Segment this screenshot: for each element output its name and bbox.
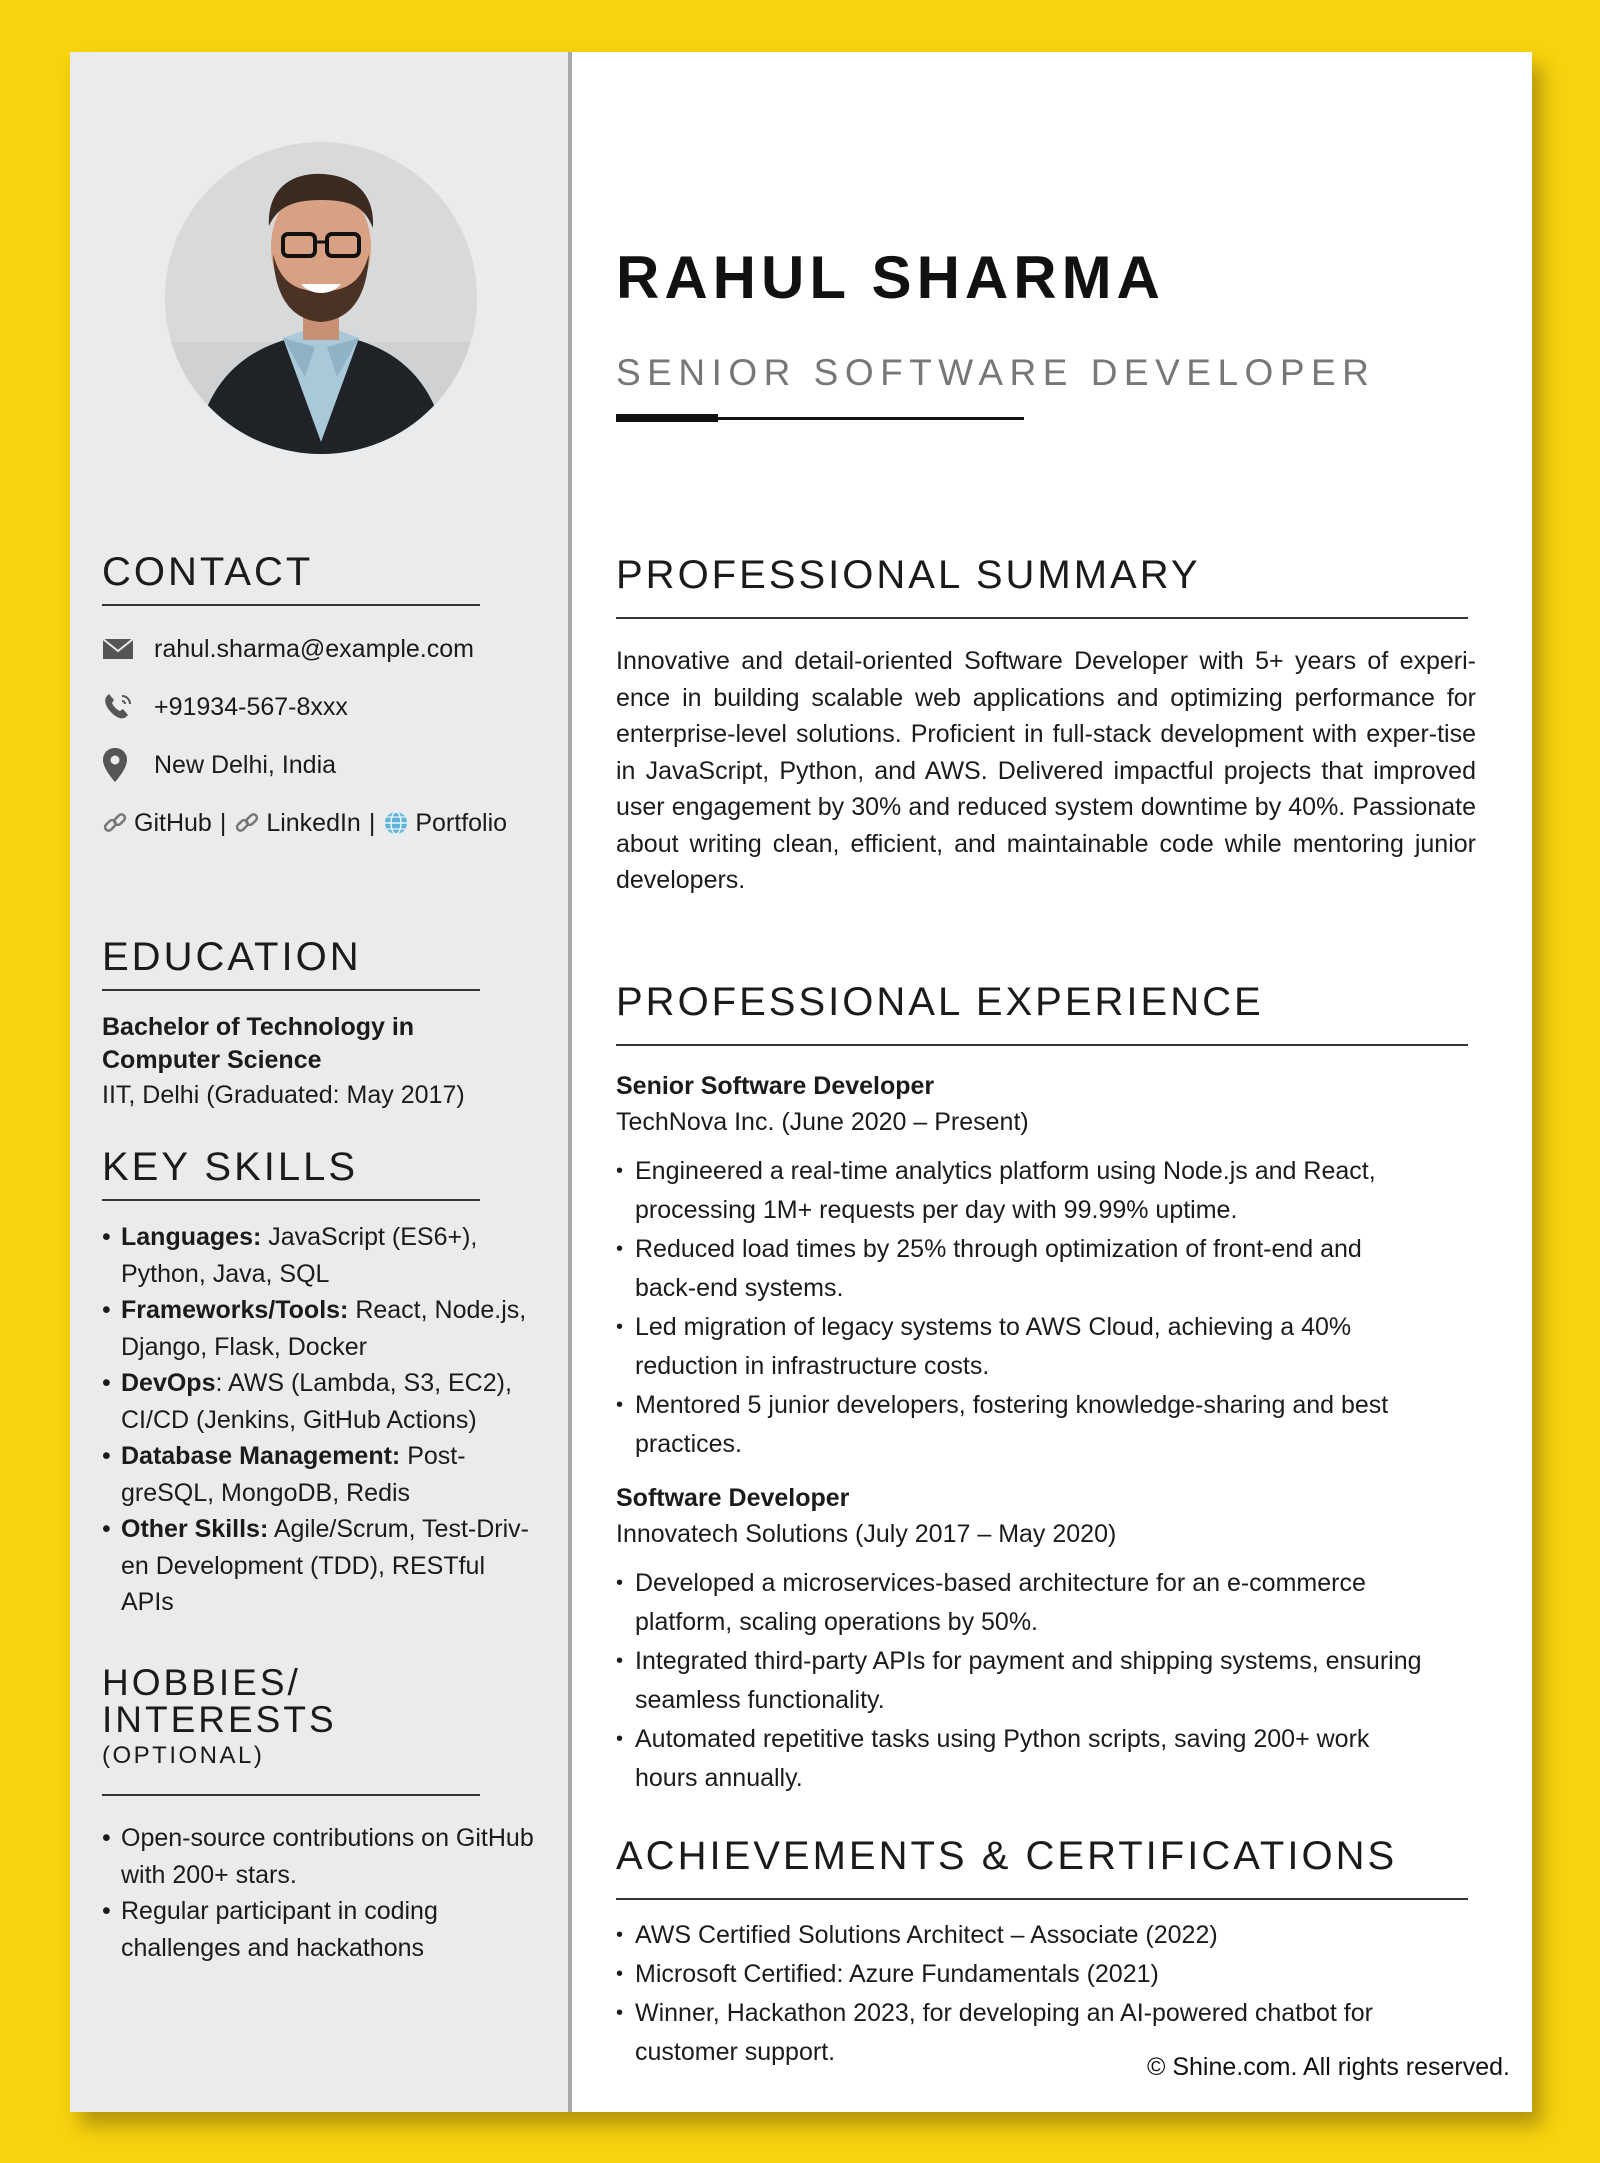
divider [102, 1199, 480, 1201]
skill-text: React, Node.js, [348, 1296, 527, 1324]
person-name: RAHUL SHARMA [616, 244, 1165, 311]
degree-line-2: Computer Science [102, 1046, 322, 1074]
globe-icon [383, 810, 409, 836]
hobbies-section [102, 1664, 537, 1966]
location-pin-icon [102, 747, 154, 783]
job-bullets [616, 1564, 1472, 1798]
summary-heading: PROFESSIONAL SUMMARY [616, 553, 1201, 597]
divider [616, 1898, 1468, 1900]
resume-page [70, 52, 1532, 2112]
profile-photo [165, 142, 477, 454]
job-title: Software Developer [616, 1484, 850, 1512]
skill-text: CI/CD (Jenkins, GitHub Actions) [121, 1405, 477, 1434]
degree-line-1: Bachelor of Technology in [102, 1013, 415, 1041]
contact-links [102, 794, 537, 852]
achievement-text: AWS Certified Solutions Architect – Associate (2022) [635, 1921, 1218, 1949]
skill-text: Post- [400, 1442, 466, 1470]
hobby-text: Open-source contributions on GitHub [121, 1824, 534, 1852]
bullet-text: hours annually. [635, 1764, 803, 1792]
skill-label: Languages: [121, 1223, 262, 1251]
skills-section [102, 1147, 537, 1621]
achievement-text: Winner, Hackathon 2023, for developing an AI-powered chatbot for [635, 1999, 1373, 2027]
skill-text: APIs [121, 1588, 174, 1616]
bullet-text: Automated repetitive tasks using Python scripts, saving 200+ work [635, 1725, 1370, 1753]
github-label: GitHub [134, 808, 212, 837]
contact-section [102, 552, 537, 852]
job-entry [616, 1480, 1472, 1798]
skill-text: : AWS (Lambda, S3, EC2), [215, 1369, 512, 1397]
portfolio-link[interactable] [383, 809, 507, 838]
bullet-text: Reduced load times by 25% through optimization of front-end and [635, 1235, 1362, 1263]
sidebar [70, 52, 572, 2112]
job-bullet [616, 1720, 1472, 1798]
bullet-text: processing 1M+ requests per day with 99.99% uptime. [635, 1196, 1238, 1224]
bullet-text: practices. [635, 1430, 742, 1458]
contact-location [102, 736, 537, 794]
email-text[interactable]: rahul.sharma@example.com [154, 634, 474, 663]
experience-heading: PROFESSIONAL EXPERIENCE [616, 980, 1264, 1024]
skills-list [102, 1219, 537, 1621]
contact-phone [102, 678, 537, 736]
skill-text: Agile/Scrum, Test-Driv- [268, 1515, 529, 1543]
achievements-section [616, 1836, 1472, 2072]
job-bullet [616, 1152, 1472, 1230]
skills-heading: KEY SKILLS [102, 1145, 359, 1189]
job-bullets [616, 1152, 1472, 1464]
skill-text: greSQL, MongoDB, Redis [121, 1478, 411, 1507]
education-heading: EDUCATION [102, 935, 362, 979]
separator: | [368, 808, 376, 837]
phone-icon [102, 692, 154, 722]
copyright-footer: © Shine.com. All rights reserved. [1146, 2053, 1510, 2081]
achievement-item [616, 1916, 1472, 1955]
achievements-heading: ACHIEVEMENTS & CERTIFICATIONS [616, 1834, 1398, 1878]
bullet-text: back-end systems. [635, 1274, 844, 1302]
divider [616, 1044, 1468, 1046]
job-bullet [616, 1386, 1472, 1464]
hobby-item [102, 1893, 537, 1966]
summary-section [616, 553, 1476, 899]
divider [616, 617, 1468, 619]
github-link[interactable] [102, 809, 212, 838]
hobbies-heading: HOBBIES/ INTERESTS [102, 1662, 337, 1740]
bullet-text: reduction in infrastructure costs. [635, 1352, 990, 1380]
contact-email [102, 620, 537, 678]
hobby-text: Regular participant in coding [121, 1897, 438, 1925]
skill-label: Database Management: [121, 1442, 401, 1470]
link-icon [234, 810, 260, 836]
summary-text: Innovative and detail-oriented Software Developer with 5+ years of experi-ence in building scalable web applications and optimizing performance for enterprise-level solutions. Proficient in full-stack development with exper-tise in JavaScript, Python, and AWS. Delivered impactful projects that improved user engagement by 30% and reduced system downtime by 40%. Passionate about writing clean, efficient, and maintainable code while mentoring junior developers. [616, 647, 1476, 894]
linkedin-label: LinkedIn [266, 808, 361, 837]
divider [102, 604, 480, 606]
skill-text: Python, Java, SQL [121, 1259, 330, 1288]
achievement-item [616, 1955, 1472, 1994]
skill-label: Frameworks/Tools: [121, 1296, 349, 1324]
skill-item [102, 1438, 537, 1511]
bullet-text: Engineered a real-time analytics platform using Node.js and React, [635, 1157, 1376, 1185]
location-text: New Delhi, India [154, 750, 337, 779]
bullet-text: Developed a microservices-based architecture for an e-commerce [635, 1569, 1366, 1597]
job-bullet [616, 1308, 1472, 1386]
portfolio-label: Portfolio [415, 808, 508, 837]
linkedin-link[interactable] [234, 809, 361, 838]
skill-label: Other Skills: [121, 1515, 269, 1543]
link-icon [102, 810, 128, 836]
job-bullet [616, 1230, 1472, 1308]
skill-item [102, 1292, 537, 1365]
hobby-item [102, 1820, 537, 1893]
hobbies-list [102, 1820, 537, 1966]
divider [102, 1794, 480, 1796]
achievements-list [616, 1916, 1472, 2072]
job-company: Innovatech Solutions (July 2017 – May 2020) [616, 1520, 1117, 1548]
achievement-text: customer support. [635, 2038, 836, 2066]
skill-item [102, 1365, 537, 1438]
hobby-text: with 200+ stars. [121, 1860, 297, 1889]
hobbies-subheading: (OPTIONAL) [102, 1742, 265, 1769]
skill-text: JavaScript (ES6+), [261, 1223, 478, 1251]
skill-text: Django, Flask, Docker [121, 1332, 367, 1361]
achievement-text: Microsoft Certified: Azure Fundamentals (2021) [635, 1960, 1159, 1988]
bullet-text: Integrated third-party APIs for payment and shipping systems, ensuring [635, 1647, 1422, 1675]
bullet-text: Led migration of legacy systems to AWS Cloud, achieving a 40% [635, 1313, 1352, 1341]
bullet-text: Mentored 5 junior developers, fostering knowledge-sharing and best [635, 1391, 1389, 1419]
phone-text[interactable]: +91934-567-8xxx [154, 692, 348, 721]
skill-item [102, 1511, 537, 1621]
contact-heading: CONTACT [102, 550, 314, 594]
experience-section [616, 982, 1472, 1798]
divider [102, 989, 480, 991]
mail-icon [102, 638, 154, 660]
job-bullet [616, 1564, 1472, 1642]
person-title: SENIOR SOFTWARE DEVELOPER [616, 352, 1376, 393]
job-title: Senior Software Developer [616, 1072, 935, 1100]
bullet-text: seamless functionality. [635, 1686, 885, 1714]
skill-text: en Development (TDD), RESTful [121, 1551, 486, 1580]
separator: | [219, 808, 227, 837]
skill-label: DevOps [121, 1369, 216, 1397]
job-bullet [616, 1642, 1472, 1720]
job-entry [616, 1068, 1472, 1464]
job-company: TechNova Inc. (June 2020 – Present) [616, 1108, 1029, 1136]
bullet-text: platform, scaling operations by 50%. [635, 1608, 1038, 1636]
skill-item [102, 1219, 537, 1292]
education-section [102, 937, 537, 1113]
title-underline [616, 417, 1024, 420]
hobby-text: challenges and hackathons [121, 1933, 425, 1962]
school-text: IIT, Delhi (Graduated: May 2017) [102, 1081, 465, 1109]
